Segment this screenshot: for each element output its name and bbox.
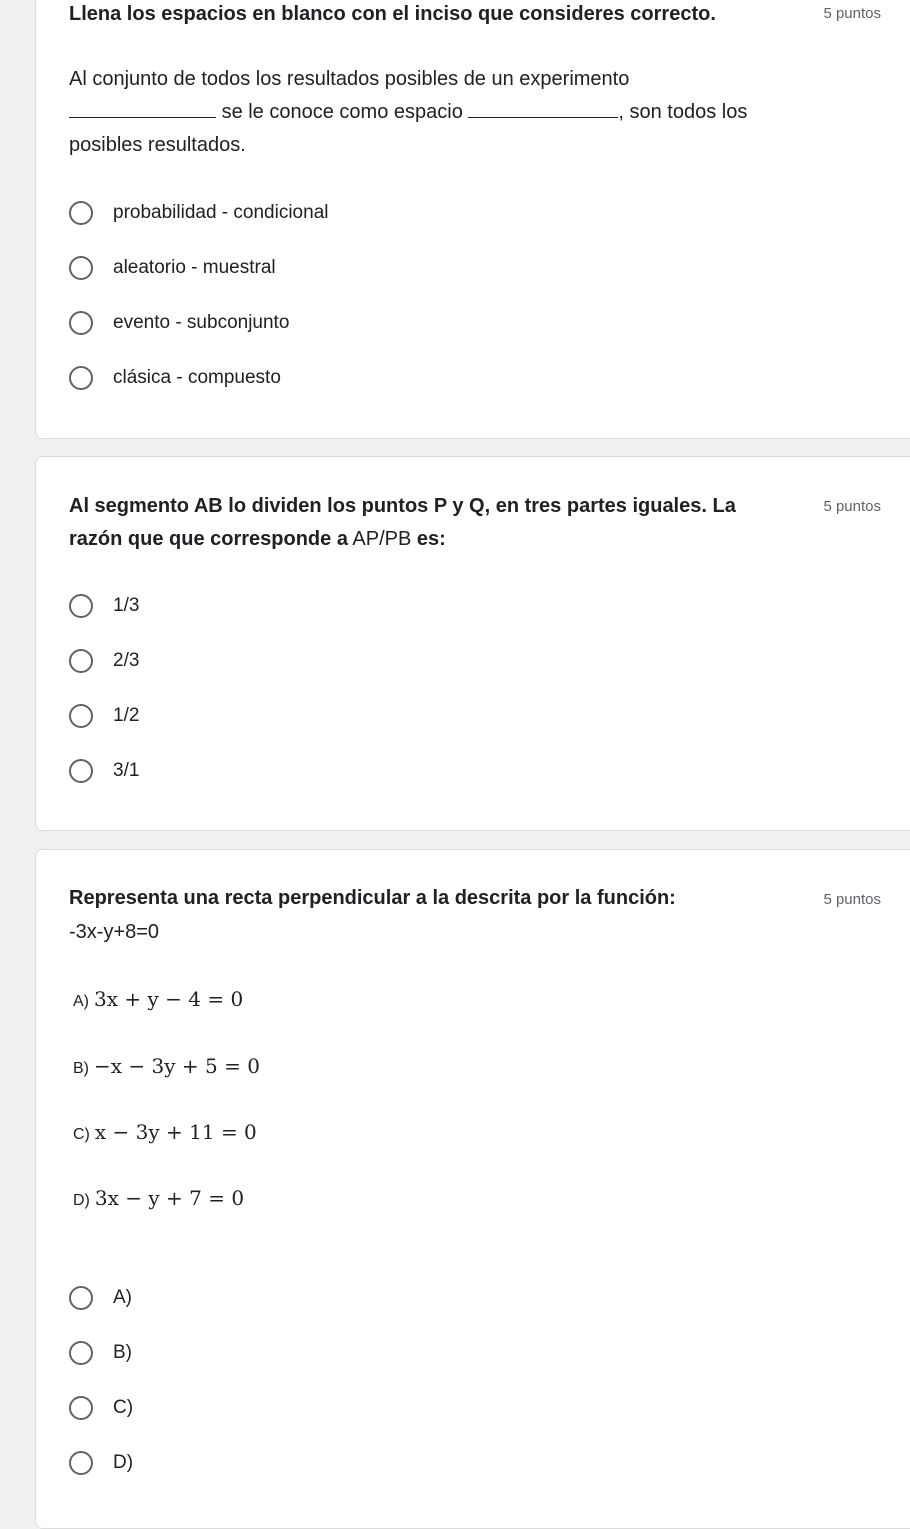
option-label: 2/3 — [113, 650, 140, 671]
option-label: 1/2 — [113, 705, 140, 726]
choice-equation: −x − 3y + 5 = 0 — [94, 1054, 260, 1078]
question-1-option-1[interactable] — [69, 198, 328, 228]
question-1-option-2[interactable] — [69, 253, 276, 283]
choice-letter: C) — [73, 1126, 90, 1143]
question-1-body-line1: Al conjunto de todos los resultados posibles de un experimento — [69, 68, 630, 90]
blank-2 — [468, 97, 618, 118]
radio-button[interactable] — [69, 1451, 93, 1475]
question-1-body — [69, 63, 809, 162]
choice-b — [73, 1054, 260, 1084]
question-card-2 — [35, 456, 910, 831]
question-3-option-2[interactable] — [69, 1338, 132, 1368]
question-1-option-3[interactable] — [69, 308, 289, 338]
question-2-title — [69, 490, 769, 556]
blank-1 — [69, 97, 216, 118]
question-2-points: 5 puntos — [823, 498, 881, 515]
question-2-title-ratio: AP/PB — [347, 528, 417, 550]
option-label: B) — [113, 1342, 132, 1363]
radio-button[interactable] — [69, 1341, 93, 1365]
option-label: clásica - compuesto — [113, 367, 281, 388]
choice-letter: D) — [73, 1192, 90, 1209]
choice-letter: A) — [73, 993, 89, 1010]
radio-button[interactable] — [69, 759, 93, 783]
question-2-option-4[interactable] — [69, 756, 139, 786]
question-2-title-part1: Al segmento AB lo dividen los puntos P y Q, en tres partes iguales. La razón que que corresponde a — [69, 495, 736, 550]
choice-equation: 3x + y − 4 = 0 — [94, 987, 244, 1011]
question-1-title: Llena los espacios en blanco con el inciso que consideres correcto. — [69, 3, 716, 25]
option-label: A) — [113, 1287, 132, 1308]
question-1-body-part2: se le conoce como espacio — [221, 101, 463, 123]
choice-equation: x − 3y + 11 = 0 — [94, 1120, 257, 1144]
option-label: aleatorio - muestral — [113, 257, 276, 278]
radio-button[interactable] — [69, 1396, 93, 1420]
choice-letter: B) — [73, 1060, 89, 1077]
radio-button[interactable] — [69, 366, 93, 390]
radio-button[interactable] — [69, 594, 93, 618]
question-1-option-4[interactable] — [69, 363, 281, 393]
question-3-option-1[interactable] — [69, 1283, 132, 1313]
question-3-option-3[interactable] — [69, 1393, 133, 1423]
question-3-title: Representa una recta perpendicular a la descrita por la función: — [69, 887, 676, 909]
question-3-option-4[interactable] — [69, 1448, 133, 1478]
question-3-equation: -3x-y+8=0 — [69, 921, 160, 943]
question-card-1 — [35, 0, 910, 439]
radio-button[interactable] — [69, 649, 93, 673]
question-2-option-2[interactable] — [69, 646, 139, 676]
option-label: probabilidad - condicional — [113, 202, 329, 223]
option-label: C) — [113, 1397, 134, 1418]
question-1-body-line3: posibles resultados. — [69, 134, 246, 156]
option-label: D) — [113, 1452, 134, 1473]
question-2-title-part2: es: — [416, 528, 446, 550]
choice-equation: 3x − y + 7 = 0 — [94, 1186, 245, 1210]
question-card-3 — [35, 849, 910, 1529]
radio-button[interactable] — [69, 201, 93, 225]
question-2-option-1[interactable] — [69, 591, 139, 621]
choice-a — [73, 987, 243, 1017]
radio-button[interactable] — [69, 311, 93, 335]
question-1-body-part3: , son todos los — [618, 101, 748, 123]
choice-d — [73, 1186, 244, 1216]
radio-button[interactable] — [69, 256, 93, 280]
question-1-points: 5 puntos — [823, 5, 881, 22]
option-label: 1/3 — [113, 595, 140, 616]
option-label: evento - subconjunto — [113, 312, 290, 333]
radio-button[interactable] — [69, 1286, 93, 1310]
option-label: 3/1 — [113, 760, 140, 781]
radio-button[interactable] — [69, 704, 93, 728]
question-3-points: 5 puntos — [823, 891, 881, 908]
choice-c — [73, 1120, 257, 1150]
question-2-option-3[interactable] — [69, 701, 139, 731]
